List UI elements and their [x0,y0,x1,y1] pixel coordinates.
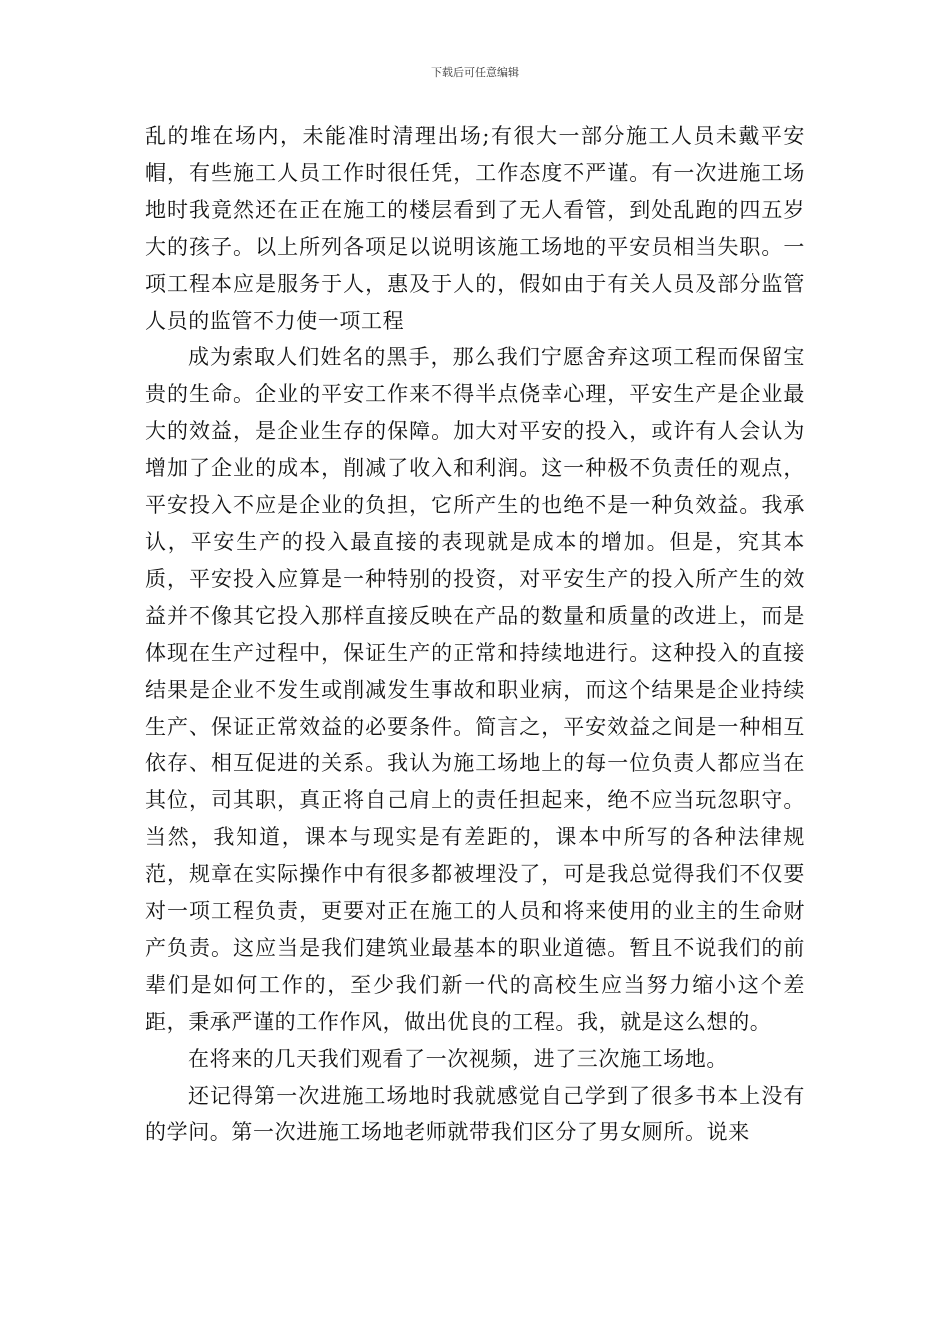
paragraph-3: 在将来的几天我们观看了一次视频，进了三次施工场地。 [188,1046,728,1071]
paragraph-4: 还记得第一次进施工场地时我就感觉自己学到了很多书本上没有的学问。第一次进施工场地老师就带我们区分了男女厕所。说来 [145,1083,805,1145]
page-header-note: 下载后可任意编辑 [431,66,519,79]
document-body [145,118,805,1151]
paragraph-1: 乱的堆在场内，未能准时清理出场;有很大一部分施工人员未戴平安帽，有些施工人员工作时很任凭，工作态度不严谨。有一次进施工场地时我竟然还在正在施工的楼层看到了无人看管，到处乱跑的四五岁大的孩子。以上所列各项足以说明该施工场地的平安员相当失职。一项工程本应是服务于人，惠及于人的，假如由于有关人员及部分监管人员的监管不力使一项工程 [145,124,805,333]
paragraph-2: 成为索取人们姓名的黑手，那么我们宁愿舍弃这项工程而保留宝贵的生命。企业的平安工作来不得半点侥幸心理，平安生产是企业最大的效益，是企业生存的保障。加大对平安的投入，或许有人会认为增加了企业的成本，削减了收入和利润。这一种极不负责任的观点，平安投入不应是企业的负担，它所产生的也绝不是一种负效益。我承认，平安生产的投入最直接的表现就是成本的增加。但是，究其本质，平安投入应算是一种特别的投资，对平安生产的投入所产生的效益并不像其它投入那样直接反映在产品的数量和质量的改进上，而是体现在生产过程中，保证生产的正常和持续地进行。这种投入的直接结果是企业不发生或削减发生事故和职业病，而这个结果是企业持续生产、保证正常效益的必要条件。简言之，平安效益之间是一种相互依存、相互促进的关系。我认为施工场地上的每一位负责人都应当在其位，司其职，真正将自己肩上的责任担起来，绝不应当玩忽职守。当然，我知道，课本与现实是有差距的，课本中所写的各种法律规范，规章在实际操作中有很多都被埋没了，可是我总觉得我们不仅要对一项工程负责，更要对正在施工的人员和将来使用的业主的生命财产负责。这应当是我们建筑业最基本的职业道德。暂且不说我们的前辈们是如何工作的，至少我们新一代的高校生应当努力缩小这个差距，秉承严谨的工作作风，做出优良的工程。我，就是这么想的。 [145,345,805,1034]
